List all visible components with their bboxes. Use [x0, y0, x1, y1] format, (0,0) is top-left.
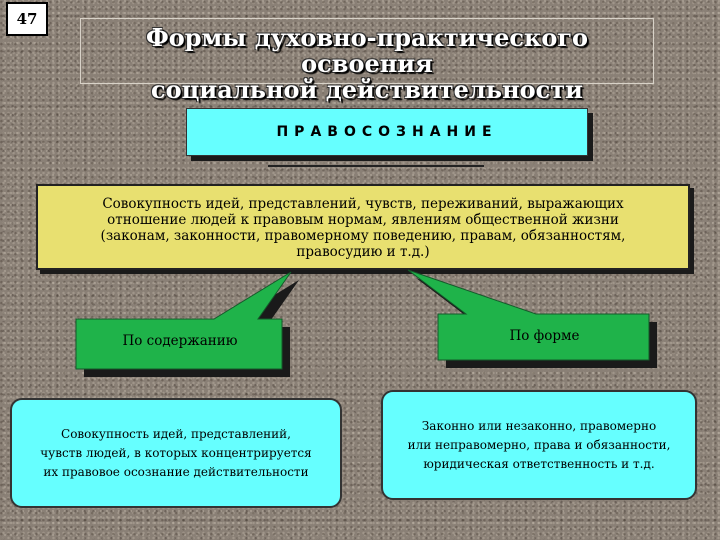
form-text-line-2: или неправомерно, права и обязанности, — [407, 437, 671, 452]
definition-line-4: правосудию и т.д.) — [296, 244, 430, 260]
left-branch-label: По содержанию — [122, 333, 238, 349]
content-text-line-1: Совокупность идей, представлений, — [61, 426, 291, 441]
content-text-line-3: их правовое осознание действительности — [43, 464, 309, 479]
right-callout-shape — [408, 270, 649, 360]
form-description-box — [381, 390, 697, 500]
slide-number: 47 — [6, 2, 48, 36]
title-line-2: социальной действительности — [151, 75, 583, 104]
content-text-line-2: чувств людей, в которых концентрируется — [40, 445, 312, 460]
form-text-line-3: юридическая ответственность и т.д. — [423, 456, 655, 471]
title-line-1: Формы духовно-практического освоения — [145, 23, 589, 78]
left-callout-shape — [76, 272, 291, 369]
definition-line-3: (законам, законности, правомерному поведению, правам, обязанностям, — [100, 228, 626, 244]
right-branch-label: По форме — [509, 328, 580, 344]
content-description-box — [10, 398, 342, 508]
main-concept-label: ПРАВОСОЗНАНИЕ — [276, 124, 498, 140]
definition-line-1: Совокупность идей, представлений, чувств, переживаний, выражающих — [102, 196, 624, 212]
definition-line-2: отношение людей к правовым нормам, явлениям общественной жизни — [107, 212, 619, 228]
form-text-line-1: Законно или незаконно, правомерно — [421, 418, 657, 433]
